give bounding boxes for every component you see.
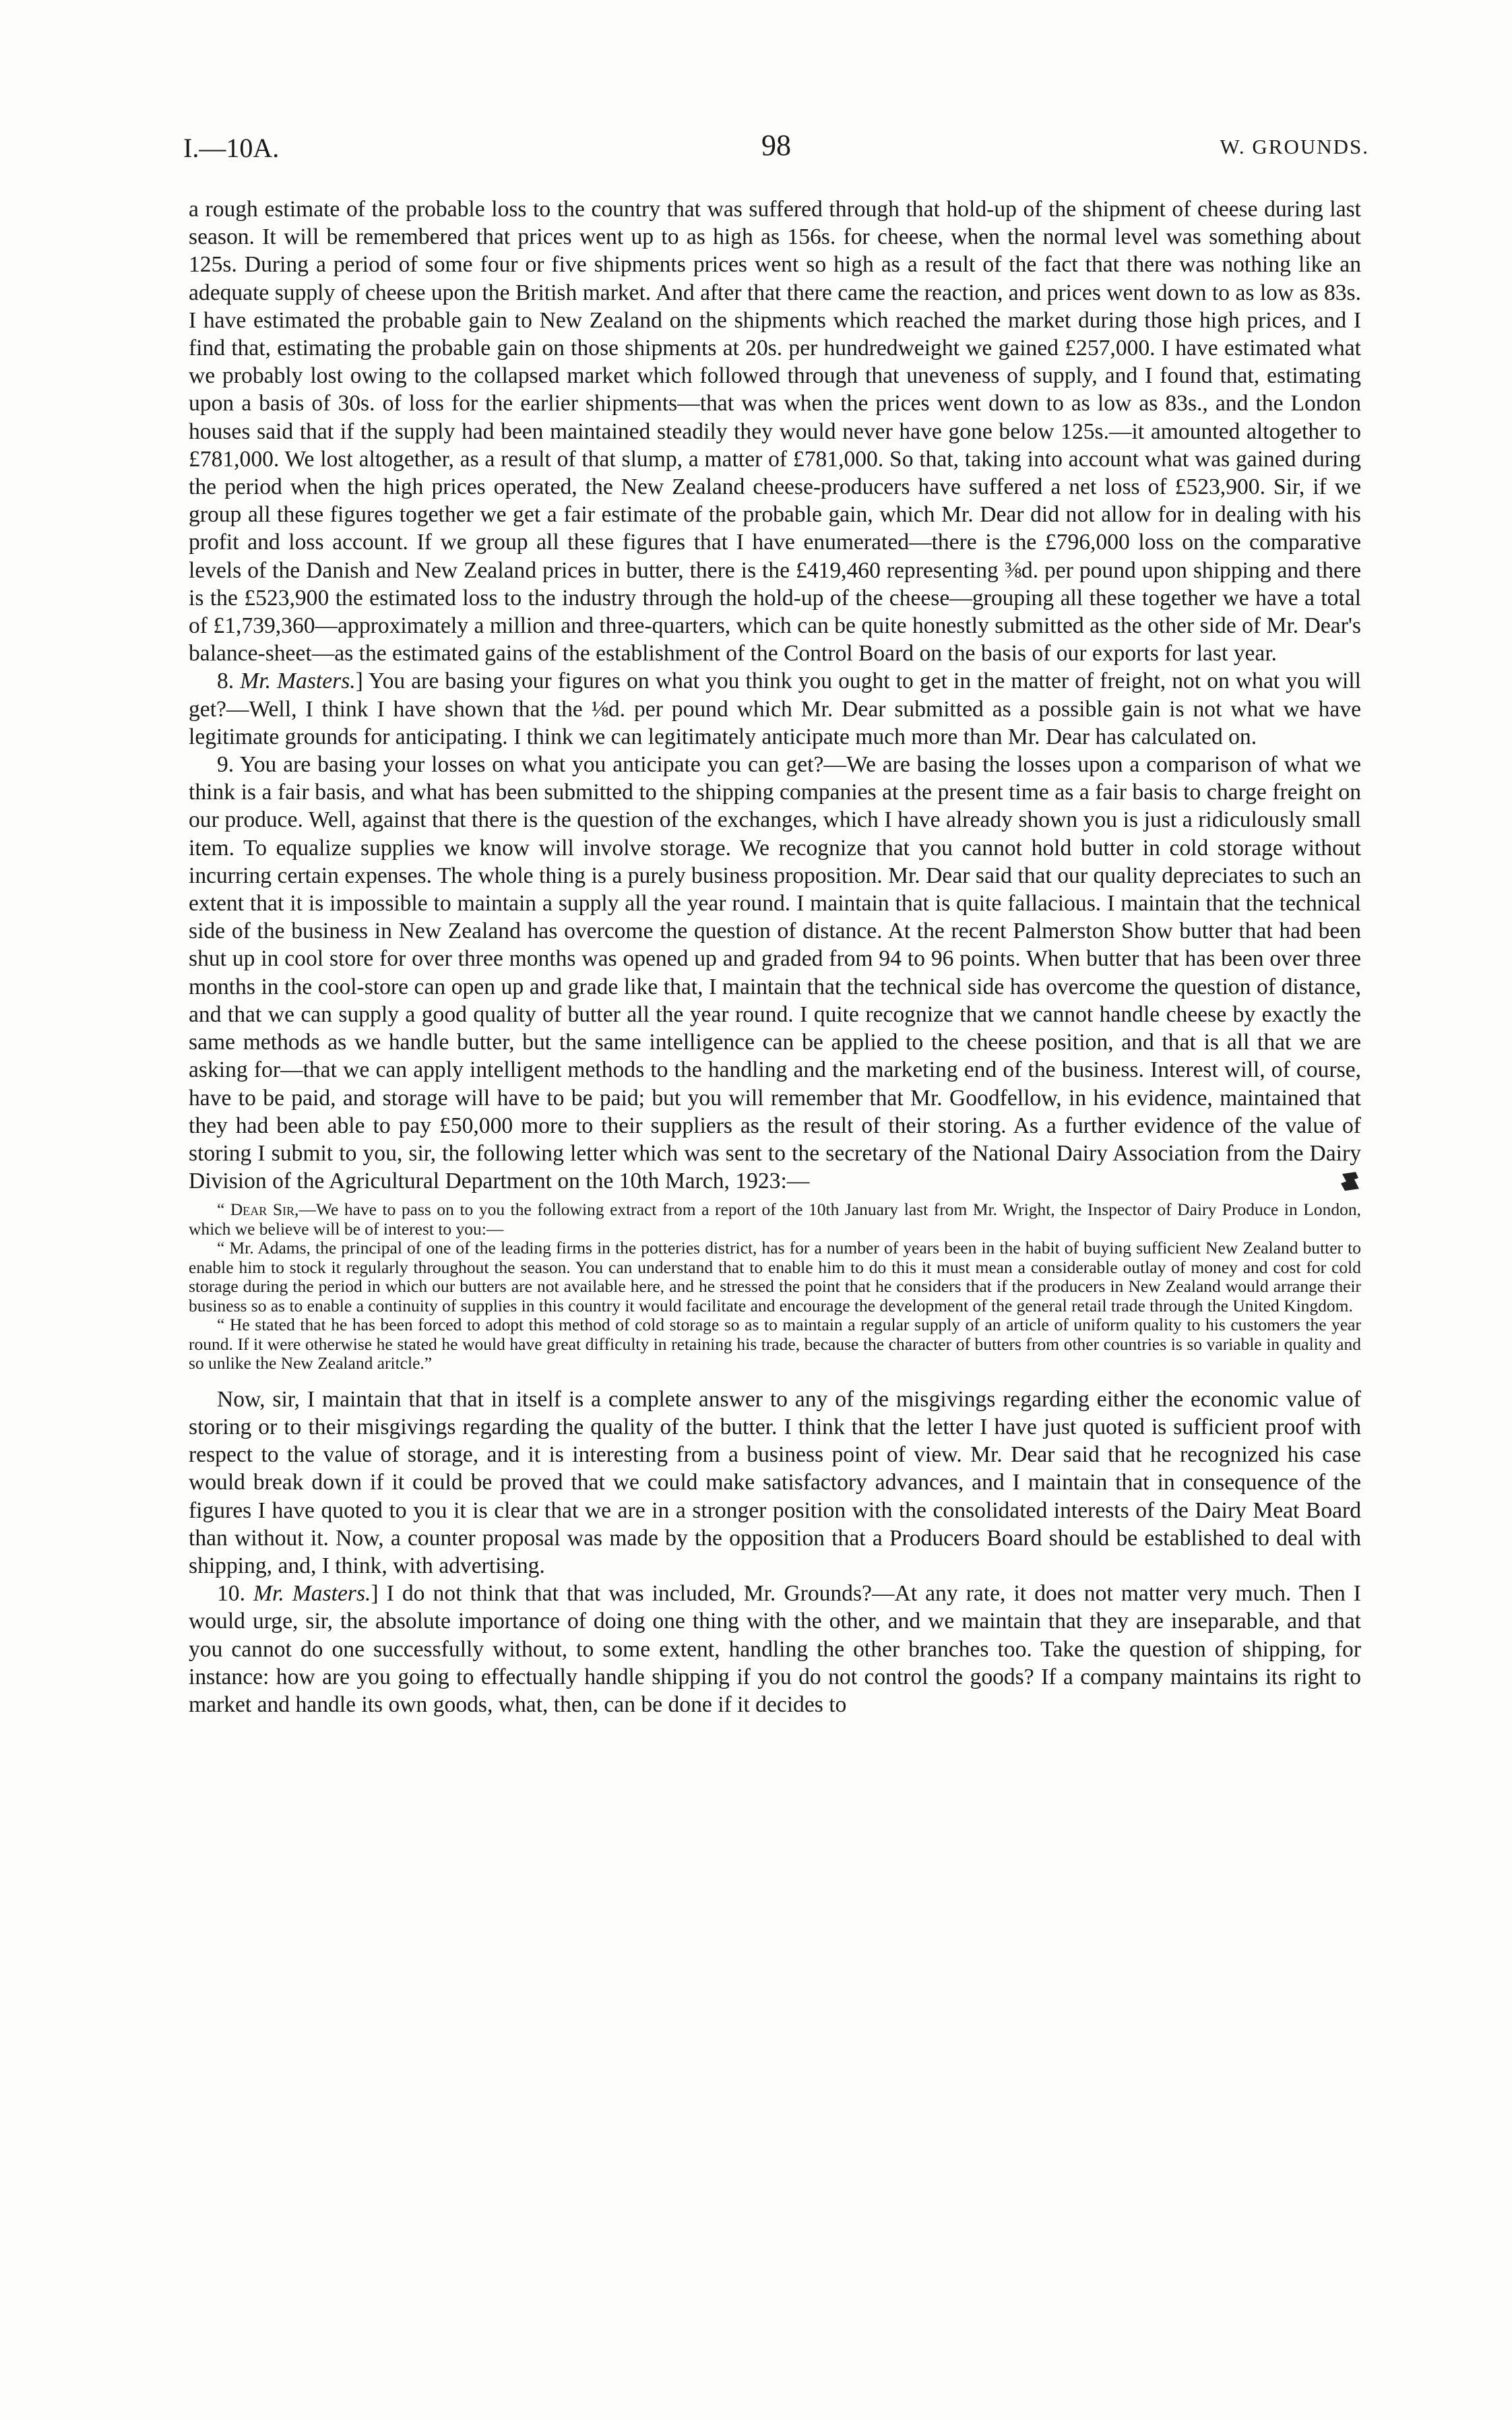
- quote-text: —We have to pass on to you the following extract from a report of the 10th January last from Mr. Wright, the Inspector of Dairy Produce in London, which we believe will be of interest to you:—: [189, 1200, 1361, 1239]
- paragraph-text: ] I do not think that that was included, Mr. Grounds?—At any rate, it does not matter very much. Then I would urge, sir, the absolute importance of doing one thing with the other, and we maintain that they are inseparable, and that you cannot do one successfully without, to some extent, handling the other branches too. Take the question of shipping, for instance: how are you going to effectually handle shipping if you do not control the goods? If a company maintains its right to market and handle its own goods, what, then, can be done if it decides to: [189, 1581, 1361, 1718]
- paragraph-text: ] You are basing your figures on what you think you ought to get in the matter of freight, not on what you will get?—Well, I think I have shown that the ⅛d. per pound which Mr. Dear submitted as a possible gain is not what we have legitimate grounds for anticipating. I think we can legitimately anticipate much more than Mr. Dear has calculated on.: [189, 669, 1361, 749]
- document-reference: I.—10A.: [183, 133, 280, 163]
- question-number: 8.: [217, 669, 234, 694]
- speaker-name: Mr. Masters.: [253, 1581, 371, 1607]
- quote-paragraph-1: “ Dear Sir,—We have to pass on to you the following extract from a report of the 10th January last from Mr. Wright, the Inspector of Dairy Produce in London, which we believe will be of interest to you:—: [189, 1200, 1361, 1239]
- page-header: [183, 129, 1369, 173]
- paragraph-storage-answer: Now, sir, I maintain that that in itself is a complete answer to any of the misgivings regarding either the economic value of storing or to their misgivings regarding the quality of the butter. I think that the letter I have just quoted is sufficient proof with respect to the value of storage, and it is interesting from a business point of view. Mr. Dear said that he recognized his case would break down if it could be proved that we could make satisfactory advances, and I maintain that in consequence of the figures I have quoted to you it is clear that we are in a stronger position with the consolidated interests of the Dairy Meat Board than without it. Now, a counter proposal was made by the opposition that a Producers Board should be established to deal with shipping, and, I think, with advertising.: [189, 1386, 1361, 1579]
- quote-salutation: Dear Sir,: [230, 1200, 299, 1220]
- paragraph-question-10: [189, 1580, 1361, 1718]
- paragraph-question-8: [189, 667, 1361, 751]
- paragraph-text: 9. You are basing your losses on what you anticipate you can get?—We are basing the losses upon a comparison of what we think is a fair basis, and what has been submitted to the shipping companies at the present time as a fair basis to charge freight on our produce. Well, against that there is the question of the exchanges, which I have already shown you is just a ridiculously small item. To equalize supplies we know will involve storage. We recognize that you cannot hold butter in cold storage without incurring certain expenses. The whole thing is a purely business proposition. Mr. Dear said that our quality depreciates to such an extent that it is impossible to maintain a supply all the year round. I maintain that is quite fallacious. I maintain that the technical side of the business in New Zealand has overcome the question of distance. At the recent Palmerston Show butter that had been shut up in cool store for over three months was opened up and graded from 94 to 96 points. When butter that has been over three months in the cool-store can open up and grade like that, I maintain that the technical side has overcome the question of distance, and that we can supply a good quality of butter all the year round. I quite recognize that we cannot handle cheese by exactly the same methods as we handle butter, but the same intelligence can be applied to the cheese position, and that is all that we are asking for—that we can apply intelligent methods to the handling and the marketing end of the business. Interest will, of course, have to be paid, and storage will have to be paid; but you will remember that Mr. Goodfellow, in his evidence, maintained that they had been able to pay £50,000 more to their suppliers as the result of their storing. As a further evidence of the value of storing I submit to you, sir, the following letter which was sent to the secretary of the National Dairy Association from the Dairy Division of the Agricultural Department on the 10th March, 1923:—: [189, 752, 1361, 1194]
- witness-name: W. GROUNDS.: [1220, 135, 1369, 158]
- question-number: 10.: [217, 1581, 245, 1607]
- quote-paragraph-2: “ Mr. Adams, the principal of one of the leading firms in the potteries district, has for a number of years been in the habit of buying sufficient New Zealand butter to enable him to stock it regularly throughout the season. You can understand that to enable him to do this it must mean a considerable outlay of money and cost for cold storage during the period in which our butters are not available here, and he stressed the point that he considers that if the producers in New Zealand would arrange their business so as to enable a continuity of supplies in this country it would facilitate and encourage the development of the general retail trade through the United Kingdom.: [189, 1238, 1361, 1315]
- page-body: [189, 195, 1361, 1718]
- quote-paragraph-3: “ He stated that he has been forced to adopt this method of cold storage so as to maintain a regular supply of an article of uniform quality to his customers the year round. If it were otherwise he stated he would have great difficulty in retaining his trade, because the character of butters from other countries is so variable in quality and so unlike the New Zealand aritcle.”: [189, 1315, 1361, 1373]
- quoted-letter: [189, 1200, 1361, 1373]
- speaker-name: Mr. Masters.: [240, 669, 356, 694]
- paragraph-estimate: a rough estimate of the probable loss to the country that was suffered through that hold-up of the shipment of cheese during last season. It will be remembered that prices went up to as high as 156s. for cheese, when the normal level was something about 125s. During a period of some four or five shipments prices went so high as a result of the fact that there was nothing like an adequate supply of cheese upon the British market. And after that there came the reaction, and prices went down to as low as 83s. I have estimated the probable gain to New Zealand on the shipments which reached the market during those high prices, and I find that, estimating the probable gain on those shipments at 20s. per hundredweight we gained £257,000. I have estimated what we probably lost owing to the collapsed market which followed through that uneveness of supply, and I found that, estimating upon a basis of 30s. of loss for the earlier shipments—that was when the prices went down to as low as 83s., and the London houses said that if the supply had been maintained steadily they would never have gone below 125s.—it amounted altogether to £781,000. We lost altogether, as a result of that slump, a matter of £781,000. So that, taking into account what was gained during the period when the high prices operated, the New Zealand cheese-producers have suffered a net loss of £523,900. Sir, if we group all these figures together we get a fair estimate of the probable gain, which Mr. Dear did not allow for in dealing with his profit and loss account. If we group all these figures that I have enumerated—there is the £796,000 loss on the comparative levels of the Danish and New Zealand prices in butter, there is the £419,460 representing ⅜d. per pound upon shipping and there is the £523,900 the estimated loss to the industry through the hold-up of the cheese—grouping all these together we have a total of £1,739,360—approximately a million and three-quarters, which can be quite honestly submitted as the other side of Mr. Dear's balance-sheet—as the estimated gains of the establishment of the Control Board on the basis of our exports for last year.: [189, 197, 1361, 666]
- page-number: 98: [761, 129, 791, 162]
- ink-blot-mark: [1338, 1170, 1361, 1193]
- paragraph-question-9: [189, 751, 1361, 1195]
